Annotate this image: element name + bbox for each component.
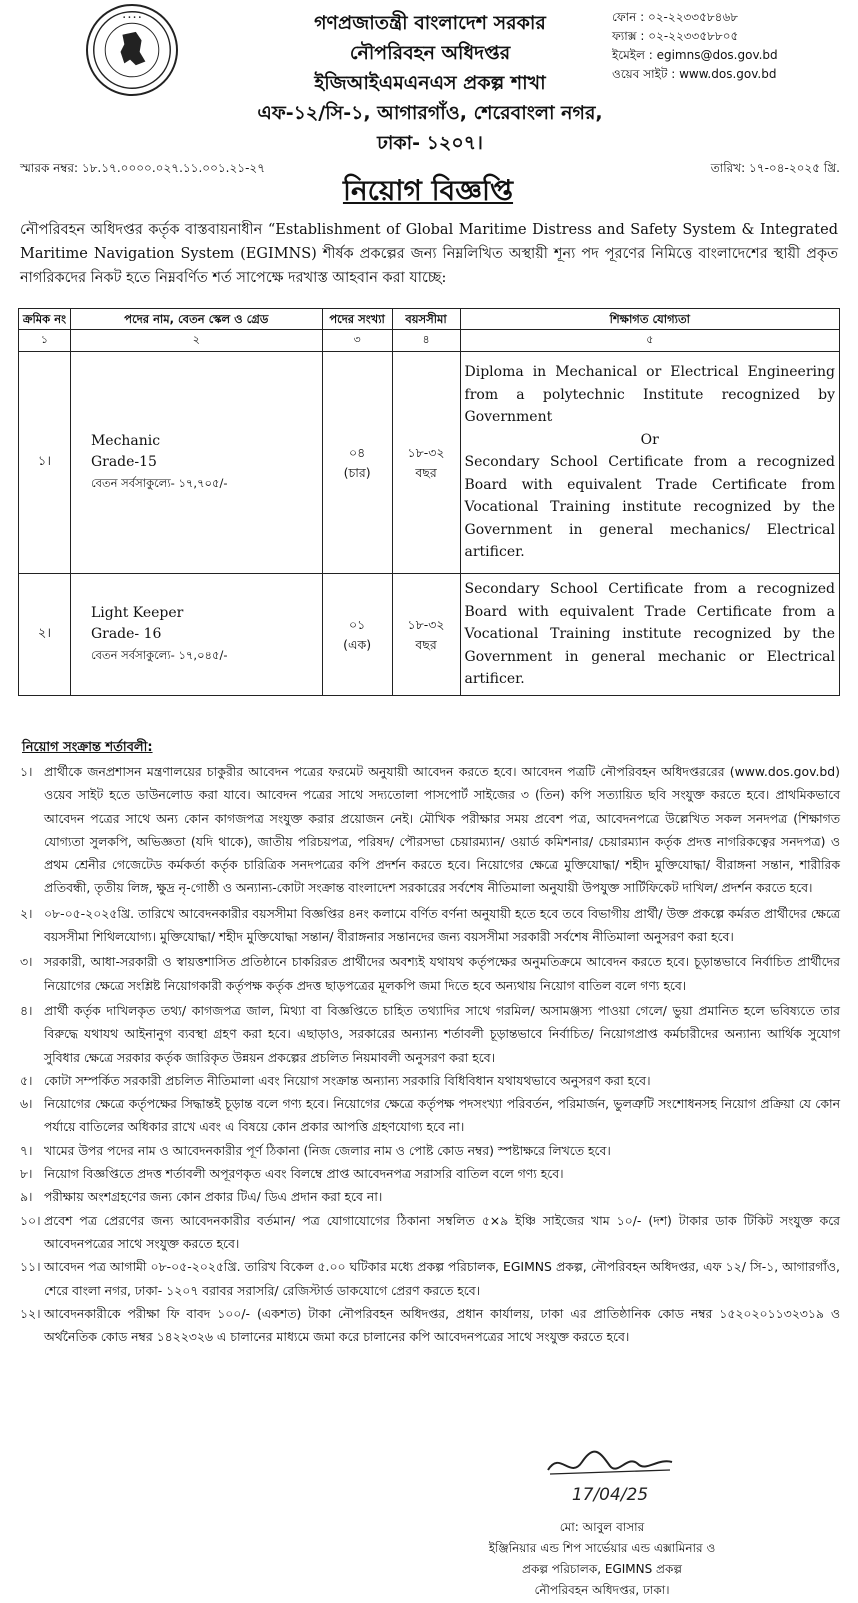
age-range: ১৮-৩২ — [407, 444, 445, 460]
list-item — [20, 1185, 840, 1208]
term-text: প্রবেশ পত্র প্রেরণের জন্য আবেদনকারীর বর্তমান/ পত্র যোগাযোগের ঠিকানা সম্বলিত ৫×৯ ইঞ্চি সাইজের খাম ১০/- (দশ) টাকার ডাক টিকিট সংযুক্ত করে আবেদনপত্রের সাথে সংযুক্ত করতে হবে। — [44, 1212, 840, 1251]
column-index-row — [19, 330, 840, 352]
term-number: ১০। — [20, 1212, 41, 1228]
signatory-office: নৌপরিবহন অধিদপ্তর, ঢাকা। — [534, 1583, 670, 1597]
term-number: ১১। — [20, 1259, 41, 1275]
col-index: ৫ — [460, 330, 839, 352]
col-header-age: বয়সসীমা — [392, 309, 460, 330]
list-item — [20, 1302, 840, 1349]
term-text: খামের উপর পদের নাম ও আবেদনকারীর পূর্ণ ঠিকানা (নিজ জেলার নাম ও পোষ্ট কোড নম্বর) স্পষ্টাক্ষরে লিখতে হবে। — [44, 1142, 611, 1158]
table-row — [19, 574, 840, 696]
svg-text:• • • •: • • • • — [122, 15, 142, 22]
col-header-post: পদের নাম, বেতন স্কেল ও গ্রেড — [70, 309, 322, 330]
count-cell — [322, 574, 392, 696]
post-cell — [70, 574, 322, 696]
fax: ফ্যাক্স : ০২-২২৩৩৫৮৮০৫ — [612, 29, 739, 43]
term-number: ৫। — [20, 1072, 33, 1088]
list-item — [20, 950, 840, 997]
signatory-role: প্রকল্প পরিচালক, EGIMNS প্রকল্প — [522, 1562, 682, 1576]
signatory-designation: ইঞ্জিনিয়ার এন্ড শিপ সার্ভেয়ার এন্ড এক্সামিনার ও — [488, 1541, 716, 1555]
government-seal-logo — [86, 4, 178, 96]
intro-paragraph: নৌপরিবহন অধিদপ্তর কর্তৃক বাস্তবায়নাধীন “Establishment of Global Maritime Distress and Safety System & Integrated Maritime Navigation System (EGIMNS) শীর্ষক প্রকল্পের জন্য নিম্নলিখিত অস্থায়ী শূন্য পদ পূরণের নিমিত্তে বাংলাদেশের স্থায়ী প্রকৃত নাগরিকদের নিকট হতে নিম্নবর্ণিত শর্ত সাপেক্ষে দরখাস্ত আহবান করা যাচ্ছে: — [20, 222, 838, 286]
list-item — [20, 999, 840, 1069]
row-serial: ১। — [19, 352, 71, 574]
term-number: ১২। — [20, 1305, 41, 1321]
vacancy-table — [18, 308, 840, 696]
post-cell — [70, 352, 322, 574]
list-item — [20, 1069, 840, 1092]
col-header-count: পদের সংখ্যা — [322, 309, 392, 330]
signatory-name: মো: আবুল বাসার — [559, 1520, 645, 1534]
term-text: সরকারী, আধা-সরকারী ও স্বায়ত্তশাসিত প্রতিষ্ঠানে চাকরিরত প্রার্থীদের অবশ্যই যথাযথ কর্তৃপক্ষের অনুমতিক্রমে আবেদন করতে হবে। চূড়ান্তভাবে নির্বাচিত প্রার্থীদের নিয়োগের ক্ষেত্রে সংশ্লিষ্ট নিয়োগকারী কর্তৃপক্ষ কর্তৃক প্রদত্ত ছাড়পত্রের মূলকপি জমা দিতে হবে অন্যথায় নিয়োগ বাতিল বলে গণ্য হবে। — [44, 954, 840, 993]
term-text: প্রার্থীকে জনপ্রশাসন মন্ত্রণালয়ের চাকুরীর আবেদন পত্রের ফরমেট অনুযায়ী আবেদন করতে হবে। আবেদন পত্রটি নৌপরিবহন অধিদপ্তররের (www.dos.gov.bd) ওয়েব সাইট হতে ডাউনলোড করা যাবে। আবেদন পত্রের সাথে সদ্যতোলা পাসপোর্ট সাইজের ৩ (তিন) কপি সত্যায়িত ছবি সংযুক্ত করতে হবে। প্রাথমিকভাবে আবেদন পত্রের সাথে অন্য কোন কাগজপত্র সংযুক্ত করার প্রয়োজন নেই। মৌখিক পরীক্ষার সময় প্রবেশ পত্র, আবেদনপত্রে উল্লেখিত সকল সনদপত্র (শিক্ষাগত যোগ্যতা সুলকপি, অভিজ্ঞতা (যদি থাকে), জাতীয় পরিচয়পত্র, পরিষদ/ পৌরসভা চেয়ারম্যান/ ওয়ার্ড কমিশনার/ চেয়ারম্যান কর্তৃক প্রদত্ত নাগরিকত্বের সনদপত্র) ও প্রথম শ্রেনীর গেজেটেড কর্মকর্তা কর্তৃক চারিত্রিক সনদপত্রের কপি প্রদর্শন করতে হবে। নিয়োগের ক্ষেত্রে মুক্তিযোদ্ধা/ শহীদ মুক্তিযোদ্ধা/ বীরাঙ্গনা সন্তান, শারীরিক প্রতিবন্ধী, তৃতীয় লিঙ্গ, ক্ষুদ্র নৃ-গোষ্ঠী ও অন্যান্য-কোটা সংক্রান্ত বাংলাদেশ সরকারের সর্বশেষ নীতিমালা অনুযায়ী উপযুক্ত সার্টিফিকেট দাখিল/ প্রদর্শন করতে হবে। — [44, 764, 840, 896]
col-header-qualification: শিক্ষাগত যোগ্যতা — [460, 309, 839, 330]
handwritten-signature — [540, 1440, 680, 1510]
table-row — [19, 352, 840, 574]
qualification-option-b: Secondary School Certificate from a recognized Board with equivalent Trade Certificate from Vocational Training institute recognized by the Government in general mechanics/ Electrical artificer. — [464, 454, 835, 561]
list-item — [20, 1092, 840, 1139]
post-count-words: (এক) — [343, 636, 372, 652]
post-name: Mechanic — [90, 433, 161, 449]
contact-info — [612, 8, 852, 84]
term-number: ৭। — [20, 1142, 33, 1158]
notice-date: তারিখ: ১৭-০৪-২০২৫ খ্রি. — [710, 161, 840, 175]
term-text: আবেদন পত্র আগামী ০৮-০৫-২০২৫খ্রি. তারিখ বিকেল ৫.০০ ঘটিকার মধ্যে প্রকল্প পরিচালক, EGIMNS প্রকল্প, নৌপরিবহন অধিদপ্তর, এফ ১২/ সি-১, আগারগাঁও, শেরে বাংলা নগর, ঢাকা- ১২০৭ বরাবর সরাসরি/ রেজিস্টার্ড ডাকযোগে প্রেরণ করতে হবে। — [44, 1259, 840, 1298]
website: ওয়েব সাইট : www.dos.gov.bd — [612, 67, 777, 81]
list-item — [20, 760, 840, 900]
qualification-or: Or — [640, 431, 659, 448]
qualification-option-a: Secondary School Certificate from a recognized Board with equivalent Trade Certificate from a Vocational Training institute recognized by the Government in general mechanic or Electrical artificer. — [464, 581, 835, 688]
term-number: ৩। — [20, 954, 33, 970]
list-item — [20, 1255, 840, 1302]
term-number: ৮। — [20, 1166, 33, 1182]
qualification-cell — [460, 574, 839, 696]
post-count: ০১ — [348, 616, 366, 632]
term-number: ২। — [20, 905, 33, 921]
office-header — [240, 8, 620, 158]
age-cell — [392, 352, 460, 574]
age-unit: বছর — [415, 636, 437, 652]
qualification-option-a: Diploma in Mechanical or Electrical Engineering from a polytechnic Institute recognized by Government — [464, 364, 835, 426]
post-salary: বেতন সর্বসাকুল্যে- ১৭,৭০৫/- — [90, 476, 228, 490]
col-header-serial: ক্রমিক নং — [19, 309, 71, 330]
qualification-cell — [460, 352, 839, 574]
col-index: ২ — [70, 330, 322, 352]
col-index: ১ — [19, 330, 71, 352]
memo-number: স্মারক নম্বর: ১৮.১৭.০০০০.০২৭.১১.০০১.২১-২৭ — [20, 161, 266, 175]
col-index: ৩ — [322, 330, 392, 352]
phone: ফোন : ০২-২২৩৩৫৮৪৬৮ — [612, 10, 739, 24]
term-text: ০৮-০৫-২০২৫খ্রি. তারিখে আবেদনকারীর বয়সসীমা বিজ্ঞপ্তির ৪নং কলামে বর্ণিত বর্ণনা অনুযায়ী হতে হবে তবে বিভাগীয় প্রার্থী/ উক্ত প্রকল্পে কর্মরত প্রার্থীদের ক্ষেত্রে বয়সসীমা শিথিলযোগ্য। মুক্তিযোদ্ধা/ শহীদ মুক্তিযোদ্ধা সন্তান/ বীরাঙ্গনার সন্তানদের জন্য বয়সসীমা সরকারী সর্বশেষ নীতিমালা অনুসরণ করা হবে। — [44, 905, 840, 945]
term-text: আবেদনকারীকে পরীক্ষা ফি বাবদ ১০০/- (একশত) টাকা নৌপরিবহন অধিদপ্তর, প্রধান কার্যালয়, ঢাকা এর প্রাতিষ্ঠানিক কোড নম্বর ১৫২০২০১১৩২৩১৯ ও অর্থনৈতিক কোড নম্বর ১৪২২৩২৬ এ চালানের মাধ্যমে জমা করে চালানের কপি আবেদনপত্রের সাথে সংযুক্ত করতে হবে। — [44, 1305, 840, 1345]
term-text: নিয়োগের ক্ষেত্রে কর্তৃপক্ষের সিদ্ধান্তই চূড়ান্ত বলে গণ্য হবে। নিয়োগের ক্ষেত্রে কর্তৃপক্ষ পদসংখ্যা পরিবর্তন, পরিমার্জন, ভুলত্রুটি সংশোধনসহ নিয়োগ প্রক্রিয়া যে কোন পর্যায়ে বাতিলের অধিকার রাখে এবং এ বিষয়ে কোন প্রকার আপত্তি গ্রহণযোগ্য হবে না। — [44, 1096, 840, 1135]
table-header-row — [19, 309, 840, 330]
post-grade: Grade-15 — [90, 454, 157, 470]
term-text: নিয়োগ বিজ্ঞপ্তিতে প্রদত্ত শর্তাবলী অপূরণকৃত এবং বিলম্বে প্রাপ্ত আবেদনপত্র সরাসরি বাতিল বলে গণ্য হবে। — [44, 1166, 564, 1182]
list-item — [20, 902, 840, 949]
list-item — [20, 1162, 840, 1185]
address-city: ঢাকা- ১২০৭। — [377, 132, 483, 154]
address-line: এফ-১২/সি-১, আগারগাঁও, শেরেবাংলা নগর, — [257, 102, 603, 124]
age-cell — [392, 574, 460, 696]
signatory-block — [452, 1517, 752, 1601]
post-grade: Grade- 16 — [90, 626, 162, 642]
term-number: ৪। — [20, 1002, 33, 1018]
signature-date: 17/04/25 — [571, 1485, 649, 1505]
terms-list — [20, 760, 840, 1348]
post-name: Light Keeper — [90, 605, 184, 621]
age-unit: বছর — [415, 464, 437, 480]
col-index: ৪ — [392, 330, 460, 352]
row-serial: ২। — [19, 574, 71, 696]
age-range: ১৮-৩২ — [407, 616, 445, 632]
term-number: ৬। — [20, 1096, 33, 1112]
count-cell — [322, 352, 392, 574]
term-text: প্রার্থী কর্তৃক দাখিলকৃত তথ্য/ কাগজপত্র জাল, মিথ্যা বা বিজ্ঞপ্তিতে চাহিত তথ্যাদির সাথে গরমিল/ অসামঞ্জস্য পাওয়া গেলে/ ভুয়া প্রমানিত হলে ভবিষ্যতে তার বিরুদ্ধে যথাযথ আইনানুগ ব্যবস্থা গ্রহণ করা হবে। এছাড়াও, সরকারের অন্যান্য শর্তাবলী চূড়ান্তভাবে নির্বাচিত/ নিয়োগপ্রাপ্ত কর্মচারীদের অন্যান্য আর্থিক সুযোগ সুবিধার ক্ষেত্রে সরকার কর্তৃক জারিকৃত উন্নয়ন প্রকল্পের প্রচলিত নিয়মাবলী অনুসরণ করা হবে। — [44, 1002, 840, 1065]
email: ইমেইল : egimns@dos.gov.bd — [612, 48, 778, 62]
term-number: ১। — [20, 764, 33, 779]
post-count-words: (চার) — [343, 464, 371, 480]
term-text: পরীক্ষায় অংশগ্রহণের জন্য কোন প্রকার টিএ/ ডিএ প্রদান করা হবে না। — [44, 1189, 383, 1205]
department-name: নৌপরিবহন অধিদপ্তর — [349, 42, 511, 64]
project-branch: ইজিআইএমএনএস প্রকল্প শাখা — [314, 72, 546, 94]
terms-heading: নিয়োগ সংক্রান্ত শর্তাবলী: — [22, 740, 153, 755]
notice-title: নিয়োগ বিজ্ঞপ্তি — [342, 174, 514, 207]
govt-name: গণপ্রজাতন্ত্রী বাংলাদেশ সরকার — [314, 12, 546, 34]
term-text: কোটা সম্পর্কিত সরকারী প্রচলিত নীতিমালা এবং নিয়োগ সংক্রান্ত অন্যান্য সরকারি বিধিবিধান যথাযথভাবে অনুসরণ করা হবে। — [44, 1072, 651, 1088]
list-item — [20, 1139, 840, 1162]
post-salary: বেতন সর্বসাকুল্যে- ১৭,০৪৫/- — [90, 648, 228, 662]
post-count: ০৪ — [348, 444, 366, 460]
list-item — [20, 1209, 840, 1256]
term-number: ৯। — [20, 1189, 33, 1205]
